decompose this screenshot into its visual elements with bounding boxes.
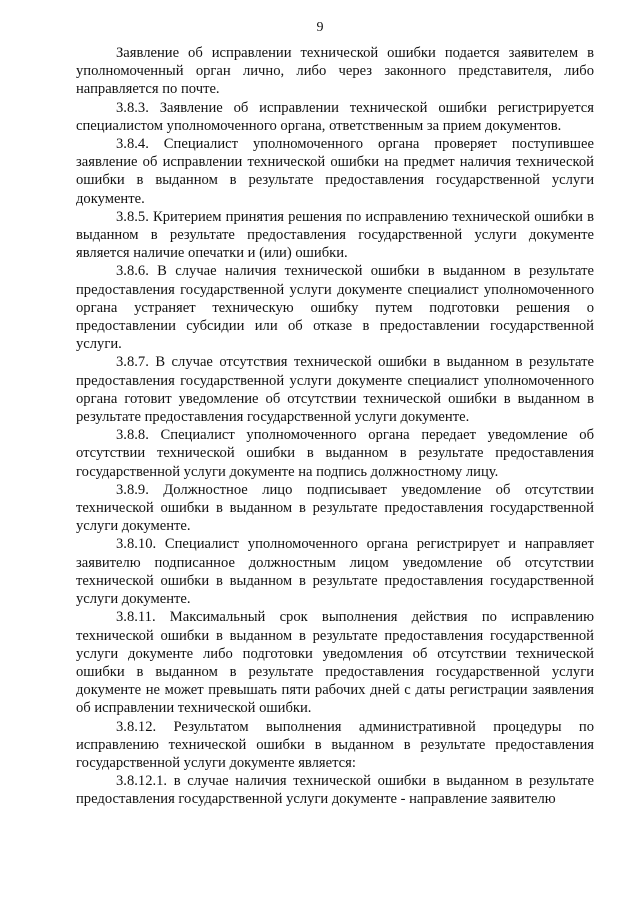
paragraph: 3.8.4. Специалист уполномоченного органа проверяет поступившее заявление об исправлении технической ошибки на предмет наличия технической ошибки в выданном в результате предоставления государственной услуги документе. [76,136,594,207]
paragraph: 3.8.8. Специалист уполномоченного органа передает уведомление об отсутствии технической ошибки в выданном в результате предоставления государственной услуги документе на подпись должностному лицу. [76,427,594,480]
page-number: 9 [316,20,324,35]
paragraph: 3.8.9. Должностное лицо подписывает уведомление об отсутствии технической ошибки в выданном в результате предоставления государственной услуги документе. [76,481,594,535]
paragraph: 3.8.5. Критерием принятия решения по исправлению технической ошибки в выданном в результате предоставления государственной услуги документе является наличие опечатки и (или) ошибки. [76,208,594,262]
paragraph: 3.8.3. Заявление об исправлении технической ошибки регистрируется специалистом уполномоченного органа, ответственным за прием документов. [76,99,594,134]
paragraph: 3.8.10. Специалист уполномоченного органа регистрирует и направляет заявителю подписанное должностным лицом уведомление об отсутствии технической ошибки в выданном в результате предоставления государственной услуги документе. [76,536,594,608]
paragraph: 3.8.6. В случае наличия технической ошибки в выданном в результате предоставления государственной услуги документе специалист уполномоченного органа устраняет техническую ошибку путем подготовки решения о предоставлении субсидии или об отказе в предоставлении государственной услуги. [76,263,594,353]
paragraph: 3.8.12. Результатом выполнения административной процедуры по исправлению технической ошибки в выданном в результате предоставления государственной услуги документе является: [76,718,594,771]
paragraph: 3.8.7. В случае отсутствия технической ошибки в выданном в результате предоставления государственной услуги документе специалист уполномоченного органа готовит уведомление об отсутствии технической ошибки в выданном в результате предоставления государственной услуги документе. [76,354,594,426]
paragraph: 3.8.11. Максимальный срок выполнения действия по исправлению технической ошибки в выданном в результате предоставления государственной услуги документе либо подготовки уведомления об отсутствии технической ошибки в выданном в результате предоставления государственной услуги документе не может превышать пяти рабочих дней с даты регистрации заявления об исправлении технической ошибки. [76,609,594,717]
paragraph: 3.8.12.1. в случае наличия технической ошибки в выданном в результате предоставления государственной услуги документе - направление заявителю [76,773,594,808]
paragraph: Заявление об исправлении технической ошибки подается заявителем в уполномоченный орган лично, либо через законного представителя, либо направляется по почте. [76,45,594,98]
document-body [76,44,594,809]
